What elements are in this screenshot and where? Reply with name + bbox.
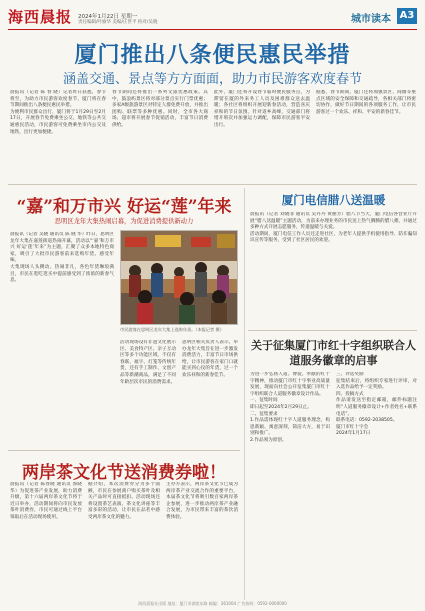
story1-column-3: 此外，厦门还将开设春节临时便民服务点，为滞留在厦的外来务工人员及困难群众送去温暖；各社区将组织开展迎新春活动，营造喜庆祥和的节日氛围。针对返乡高峰，交通部门将增开班次并加强运力调配，保障市民游客平安出行。 (214, 90, 310, 128)
section-divider (8, 184, 417, 185)
story5-column-2: 据介绍，本次消费券分为多个面额，市民在参展商户购买茶叶及相关产品时可直接抵扣。活动现场还将设置茶艺表演、茶文化讲座等丰富多彩的活动，让市民在品茗中感受两岸茶文化的魅力。 (88, 482, 160, 520)
story1-column-1: 晨报讯（记者 陈 春 晓）记者昨日获悉，春节将至，为助力市民游客欢度春节，厦门将在春节期间推出八条便民惠民举措。 为便利市民群众出行，厦门将于1月29日至2月17日，开展春节免费乘坐公交、地铁等公共交通惠民活动，市民游客可免费乘坐市内公交及地铁，出行更加便捷。 (10, 90, 106, 135)
market-photo (120, 230, 238, 325)
story5-column-1: 晨报讯（记者 陈春晓 通讯员 郭晓华）为促进茶产业发展，助力消费升级，第十六届两岸茶文化节将于近日举办，活动期间将向市民发放茶叶消费券，市民可通过线上平台领取后在活动现场使用。 (10, 482, 82, 520)
story2-subheadline: 思明区龙年大集热闹启幕，为促进消费提供新动力 (54, 218, 194, 225)
story5-column-3: 主办方表示，两岸茶文化节已成为两岸茶产业交流合作的重要平台，本届茶文化节将吸引数百家两岸茶企参展，进一步推动两岸茶产业融合发展，为市民带来丰富的茶饮消费体验。 (166, 482, 238, 520)
story5-headline: 两岸茶文化节送消费券啦！ (22, 463, 226, 483)
story2-column-2: 活动现场设有非遗文化展示区、美食特产区、亲子互动区等多个功能区域，不仅有春联、福字、灯笼等传统年货，还有手工制作、文创产品等新潮商品，满足了不同年龄层次市民的消费需求。 (120, 340, 176, 385)
page-number: A3 (397, 8, 417, 24)
story4-column-2: 三、评选奖励 征集结束后，将组织专家进行评审，对入选作品给予一定奖励。 四、投稿方式 作品请发送至指定邮箱，邮件标题注明“人道服务徽章设计+作者姓名+联系电话”。 联系电话：0592-2038505。 厦门市红十字会 2024年1月17日 (336, 372, 417, 437)
photo-caption: 市民游客在思明区龙年大集上选购年货。（本报记者 摄） (120, 327, 224, 332)
section-divider (8, 450, 240, 451)
story4-column-1: 为进一步弘扬人道、博爱、奉献的红十字精神，推动厦门市红十字事业高质量发展，现面向社会公开征集厦门市红十字组织联合人道服务徽章设计作品。 一、征集时间 即日起至2024年2月29日止。 二、征集要求 1.作品需体现红十字人道服务理念，构思新颖、寓意深刻，简洁大方，易于识别和推广。 2.作品须为原创。 (250, 372, 330, 443)
masthead (8, 6, 417, 28)
newspaper-logo: 海西晨报 (8, 8, 73, 26)
column-divider (244, 188, 245, 600)
story4-headline: 关于征集厦门市红十字组织联合人道服务徽章的启事 (251, 339, 416, 367)
story1-column-2: 春节期间还将推出一系列文旅优惠政策。其中，鼓浪屿景区将对部分景点实行门票优惠；多家A级旅游景区对特定人群免费开放，并推出团购、联票等多种优惠。同时，全市各大商场、超市将开展春节促销活动，丰富节日消费供给。 (112, 90, 208, 128)
page-footer: 海西晨报社出版 地址：厦门市湖滨东路 邮编：361004 广告热线：0592-0000000 (138, 601, 287, 606)
masthead-divider (8, 29, 417, 30)
story2-headline: “嘉”和万市兴 好运“莲”年来 (16, 197, 232, 217)
story2-column-1: 晨报讯（记者 吴晓 通讯员 陈 晓 华）昨日，思明区龙年大集在嘉莲街道热闹开幕，活动以“‘嘉’和万市兴 好运‘莲’年来”为主题，汇聚了众多本地特色商家，吸引了大批市民游客前来选购年货、感受年味。 大集现场人头攒动、热闹非凡，各色年货琳琅满目，市民在逛吃逛买中提前感受到了浓浓的新春气息。 (10, 232, 114, 284)
story2-column-3: 思明区相关负责人表示，举办龙年大集旨在进一步激发消费活力，丰富节日市场供给，让市民游客在家门口就能买到心仪的年货，过一个欢乐祥和的新春佳节。 (182, 340, 238, 378)
issue-date: 2024年1月22日 星期一 (78, 14, 138, 20)
section-name: 城市读本 (351, 14, 391, 25)
story-divider (248, 330, 417, 331)
story3-body: 晨报讯（记者 刘晓菲 通讯员 吴丹丹 黄丽芳）腊八节当天，厦门电信各营业厅开展“腊八送温暖”主题活动，为前来办理业务的市民送上热气腾腾的腊八粥，并通过多种方式开展志愿服务，传递温暖与关爱。 活动期间，厦门电信工作人员还走进社区，为老年人提供手机使用指导、防诈骗知识宣传等服务，受到了社区居民的欢迎。 (250, 212, 417, 244)
story1-column-4: 据悉，春节期间，厦门还将加强景区、商圈等重点区域的安全保障和交通疏导，各相关部门将密切协作，做好节日期间的各项服务工作，让市民游客过一个欢乐、祥和、平安的新春佳节。 (316, 90, 416, 115)
story3-headline: 厦门电信腊八送温暖 (281, 193, 386, 207)
story1-headline: 厦门推出八条便民惠民举措 (74, 42, 351, 68)
story1-subheadline: 涵盖交通、景点等方方面面，助力市民游客欢度春节 (62, 72, 362, 87)
editor-credits: 责任编辑/叶丽华 美编/庄世平 校对/吴晓 (78, 20, 158, 25)
